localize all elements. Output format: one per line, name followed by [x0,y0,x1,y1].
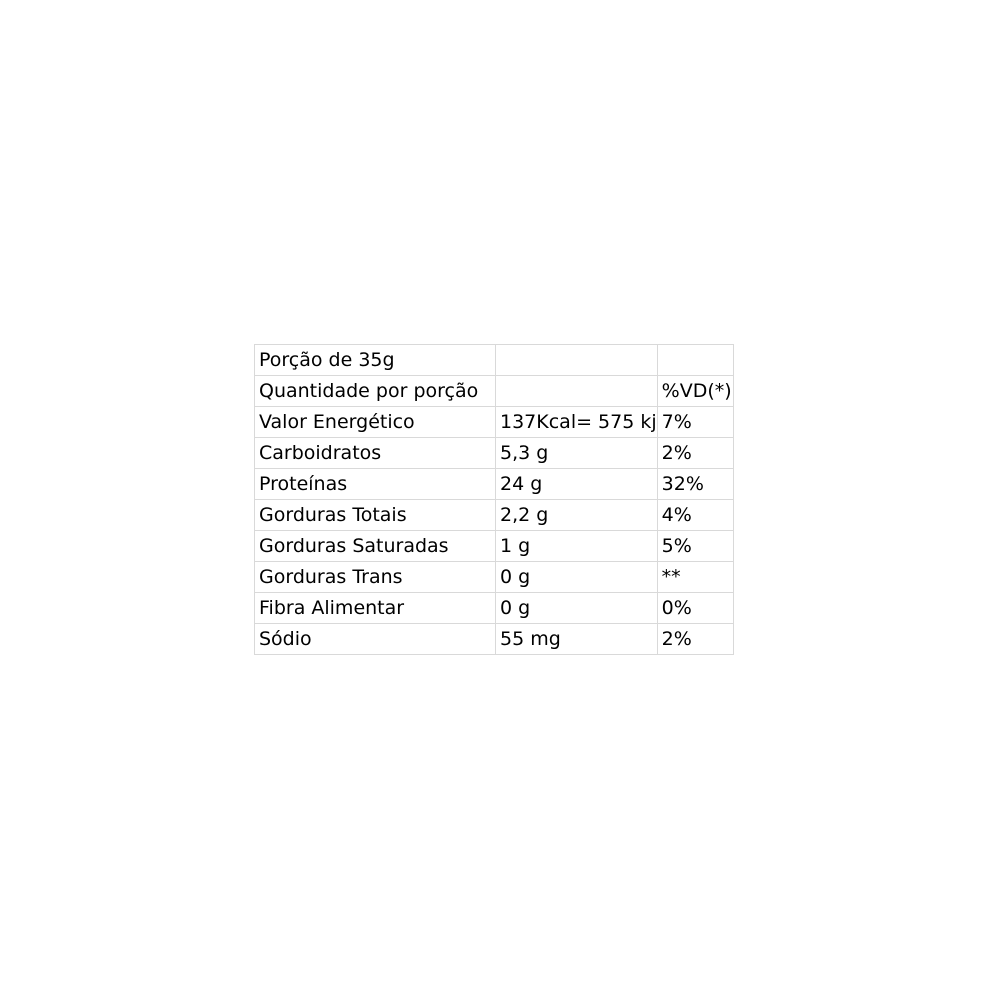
nutrient-amount: 137Kcal= 575 kj [496,407,658,438]
table-row-energy [255,407,734,438]
nutrient-amount: 5,3 g [496,438,658,469]
daily-value-header: %VD(*) [657,376,733,407]
nutrient-name: Sódio [255,624,496,655]
table-row-carbohydrates [255,438,734,469]
nutrient-daily-value: 2% [657,624,733,655]
table-row-sodium [255,624,734,655]
table-row-proteins [255,469,734,500]
nutrient-name: Proteínas [255,469,496,500]
serving-size-amount [496,345,658,376]
nutrition-facts-table [254,344,734,655]
nutrient-amount: 2,2 g [496,500,658,531]
nutrient-daily-value: 5% [657,531,733,562]
amount-per-serving-header: Quantidade por porção [255,376,496,407]
nutrient-daily-value: ** [657,562,733,593]
nutrient-name: Valor Energético [255,407,496,438]
nutrient-daily-value: 0% [657,593,733,624]
nutrient-daily-value: 32% [657,469,733,500]
nutrient-daily-value: 4% [657,500,733,531]
nutrient-daily-value: 2% [657,438,733,469]
serving-size-label: Porção de 35g [255,345,496,376]
nutrient-name: Gorduras Saturadas [255,531,496,562]
nutrient-name: Carboidratos [255,438,496,469]
nutrient-daily-value: 7% [657,407,733,438]
table-row-trans-fat [255,562,734,593]
nutrient-amount: 1 g [496,531,658,562]
nutrient-name: Gorduras Trans [255,562,496,593]
table-row-dietary-fiber [255,593,734,624]
table-row-serving-size [255,345,734,376]
table-row-total-fat [255,500,734,531]
table-row-header [255,376,734,407]
table-row-saturated-fat [255,531,734,562]
nutrient-amount: 0 g [496,593,658,624]
serving-size-dv [657,345,733,376]
nutrient-name: Fibra Alimentar [255,593,496,624]
nutrient-amount: 24 g [496,469,658,500]
nutrient-amount: 0 g [496,562,658,593]
nutrient-amount: 55 mg [496,624,658,655]
amount-header [496,376,658,407]
nutrient-name: Gorduras Totais [255,500,496,531]
